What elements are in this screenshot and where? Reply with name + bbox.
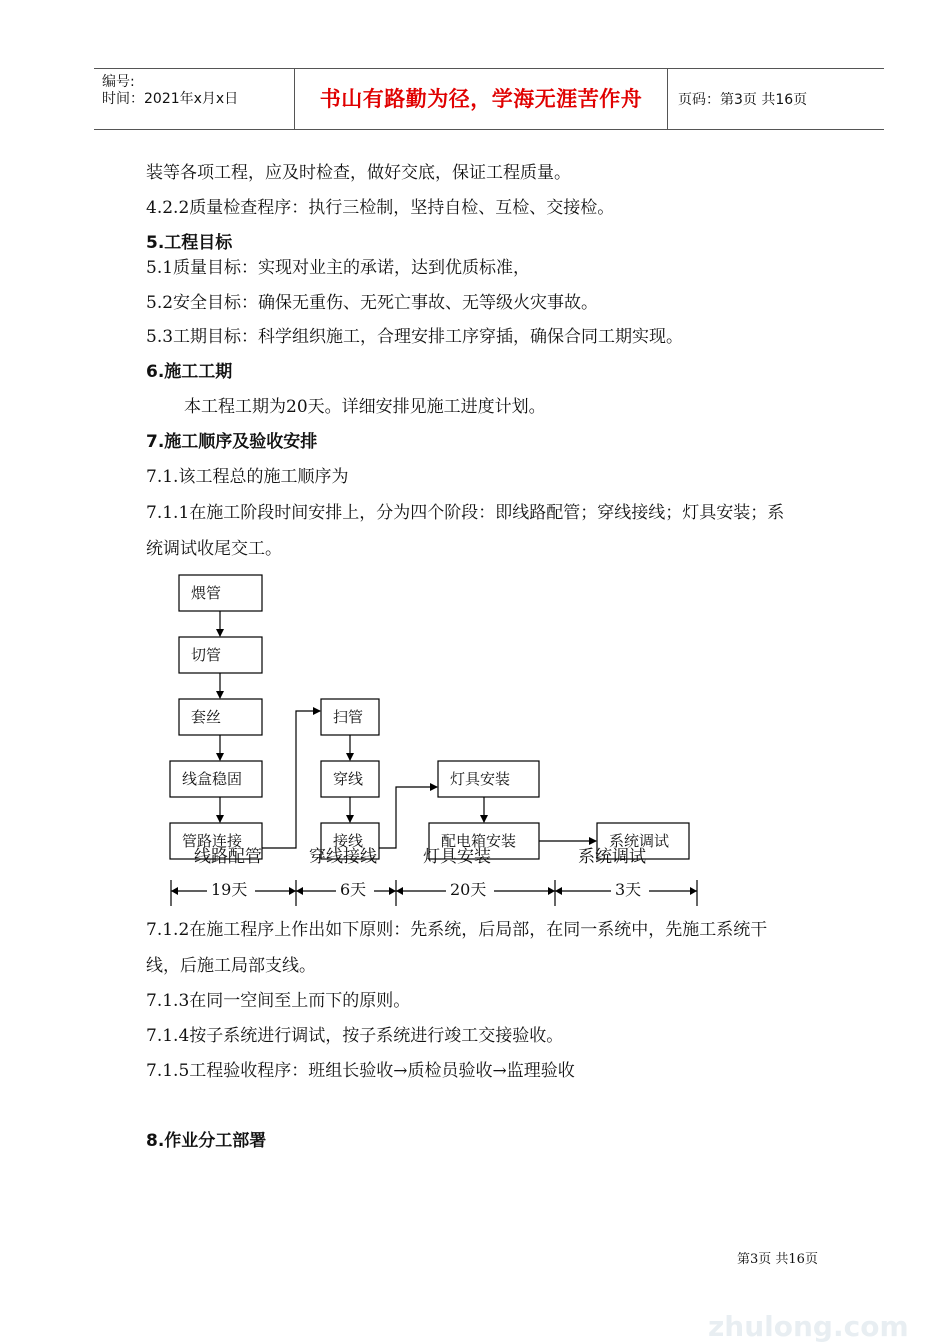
section-heading: 8.作业分工部署 — [146, 1131, 267, 1151]
flow-box-label: 配电箱安装 — [441, 832, 517, 850]
duration-label: 6天 — [340, 880, 367, 899]
flow-box-label: 线盒稳固 — [182, 770, 243, 788]
paragraph-line: 线，后施工局部支线。 — [146, 956, 316, 976]
timeline-arrowhead — [396, 887, 403, 895]
timeline-arrowhead — [690, 887, 697, 895]
paragraph-line: 5.1质量目标：实现对业主的承诺，达到优质标准， — [146, 258, 531, 278]
paragraph-line: 7.1.1在施工阶段时间安排上，分为四个阶段：即线路配管；穿线接线；灯具安装；系 — [146, 503, 785, 523]
flow-box-label: 接线 — [333, 832, 364, 850]
duration-label: 19天 — [211, 880, 248, 899]
paragraph-line: 5.2安全目标：确保无重伤、无死亡事故、无等级火灾事故。 — [146, 293, 599, 313]
paragraph-line: 本工程工期为20天。详细安排见施工进度计划。 — [184, 397, 546, 417]
timeline-arrowhead — [389, 887, 396, 895]
paragraph-line: 7.1.4按子系统进行调试，按子系统进行竣工交接验收。 — [146, 1026, 564, 1046]
section-heading: 5.工程目标 — [146, 233, 233, 253]
paragraph-line: 7.1.5工程验收程序：班组长验收→质检员验收→监理验收 — [146, 1061, 575, 1081]
timeline-arrowhead — [171, 887, 178, 895]
document-time-label: 时间：2021年x月x日 — [102, 91, 239, 107]
paragraph-line: 7.1.2在施工程序上作出如下原则：先系统，后局部，在同一系统中，先施工系统干 — [146, 920, 768, 940]
flow-box-label: 管路连接 — [182, 832, 243, 850]
header-motto: 书山有路勤为径，学海无涯苦作舟 — [319, 87, 643, 111]
flow-arrow — [379, 787, 437, 848]
paragraph-line: 装等各项工程，应及时检查，做好交底，保证工程质量。 — [146, 163, 571, 183]
flow-box-label: 扫管 — [333, 708, 364, 726]
duration-label: 3天 — [615, 880, 642, 899]
paragraph-line: 7.1.该工程总的施工顺序为 — [146, 467, 349, 487]
phase-label: 系统调试 — [578, 847, 646, 867]
phase-label: 穿线接线 — [309, 847, 377, 867]
flow-box-label: 套丝 — [191, 708, 222, 726]
timeline-arrowhead — [289, 887, 296, 895]
flow-box-label: 系统调试 — [609, 832, 670, 850]
timeline-arrowhead — [548, 887, 555, 895]
section-heading: 6.施工工期 — [146, 362, 233, 382]
header-page-number: 页码：第3页 共16页 — [678, 92, 808, 108]
paragraph-line: 7.1.3在同一空间至上而下的原则。 — [146, 991, 411, 1011]
timeline-arrowhead — [296, 887, 303, 895]
flow-box-label: 灯具安装 — [450, 770, 511, 788]
paragraph-line: 统调试收尾交工。 — [146, 539, 282, 559]
footer-page-number: 第3页 共16页 — [737, 1252, 818, 1267]
flow-arrow — [262, 711, 320, 848]
watermark-logo: zhulong.com — [708, 1310, 909, 1343]
phase-label: 线路配管 — [194, 847, 262, 867]
flow-box-label: 穿线 — [333, 770, 364, 788]
timeline-arrowhead — [555, 887, 562, 895]
phase-label: 灯具安装 — [423, 847, 491, 867]
paragraph-line: 5.3工期目标：科学组织施工，合理安排工序穿插，确保合同工期实现。 — [146, 327, 684, 347]
document-number-label: 编号: — [102, 74, 135, 90]
duration-label: 20天 — [450, 880, 487, 899]
paragraph-line: 4.2.2质量检查程序：执行三检制，坚持自检、互检、交接检。 — [146, 198, 615, 218]
flow-box-label: 切管 — [191, 646, 222, 664]
flow-box-label: 煨管 — [191, 584, 222, 602]
section-heading: 7.施工顺序及验收安排 — [146, 432, 318, 452]
